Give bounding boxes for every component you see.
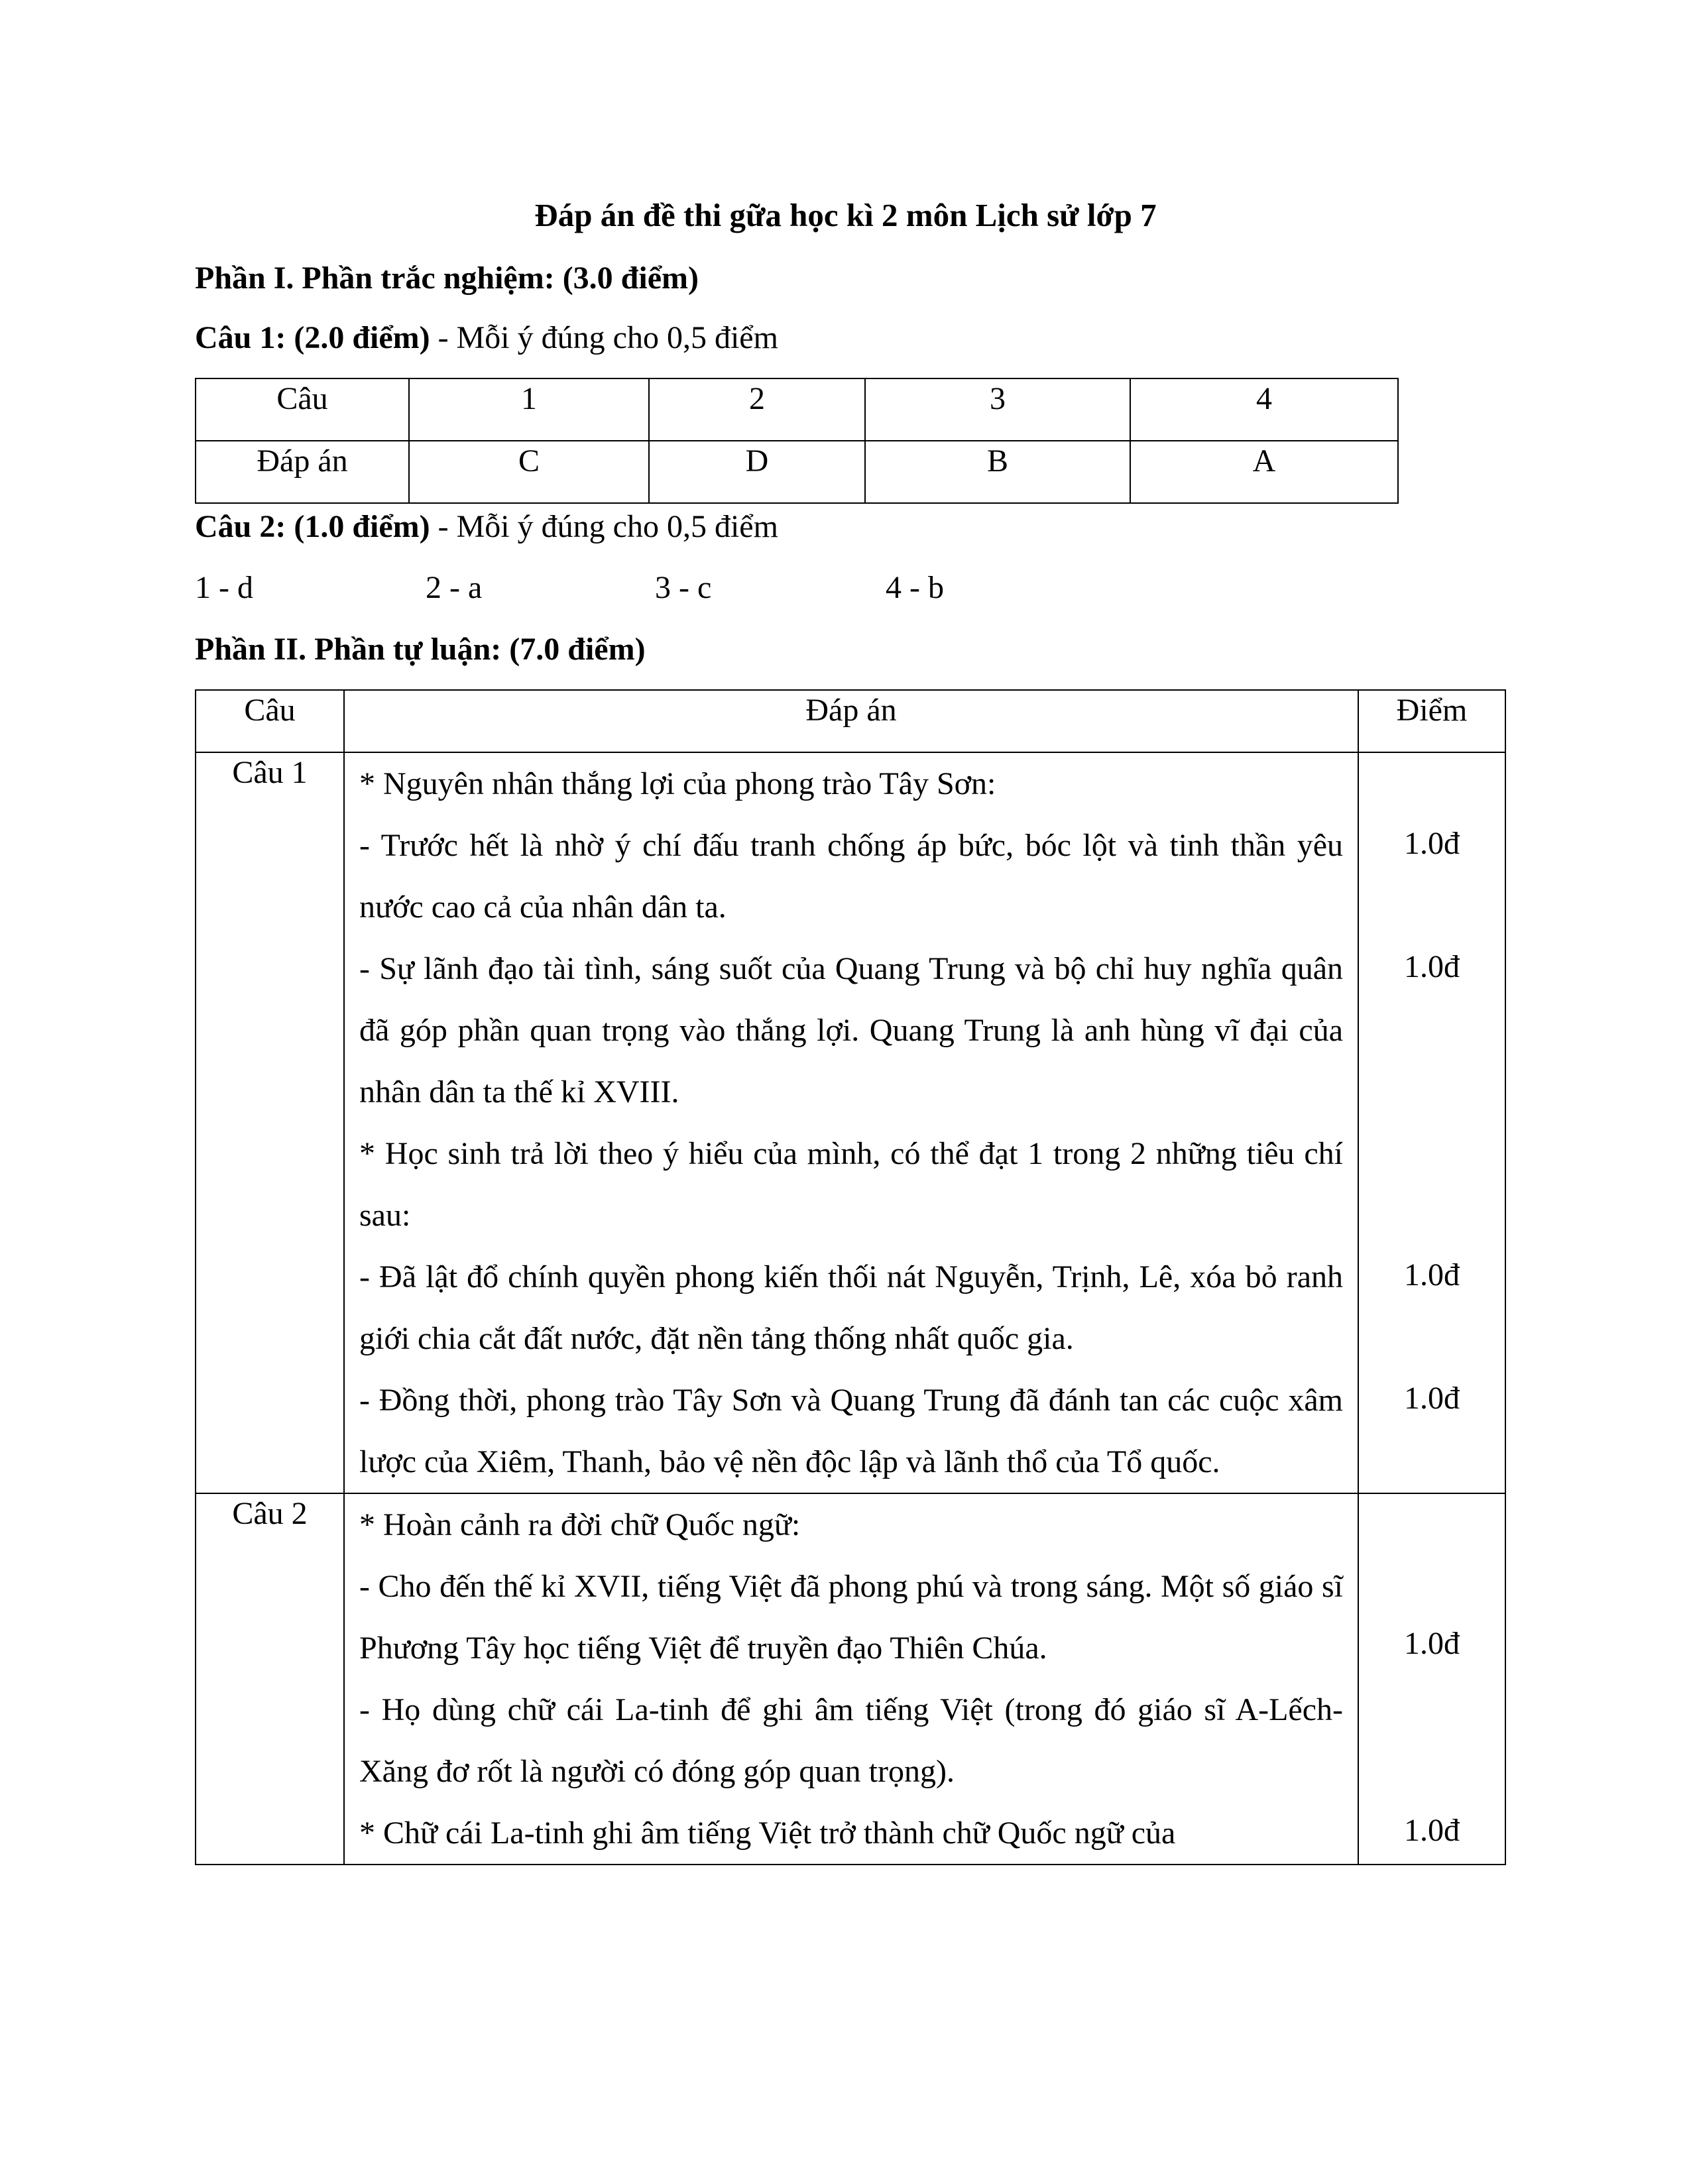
answer-paragraph: - Sự lãnh đạo tài tình, sáng suốt của Quang Trung và bộ chỉ huy nghĩa quân đã góp phần quan trọng vào thắng lợi. Quang Trung là anh hùng vĩ đại của nhân dân ta thế kỉ XVIII. <box>359 951 1343 1110</box>
part2-heading: Phần II. Phần tự luận: (7.0 điểm) <box>195 632 646 667</box>
table-cell-question: 2 <box>649 378 865 441</box>
table-row <box>196 752 1505 1493</box>
multiple-choice-table <box>195 378 1399 504</box>
table-cell-answer: D <box>649 441 865 503</box>
answer-paragraph: - Cho đến thế kỉ XVII, tiếng Việt đã phong phú và trong sáng. Một số giáo sĩ Phương Tây học tiếng Việt để truyền đạo Thiên Chúa. <box>359 1569 1343 1666</box>
table-cell-question: 3 <box>865 378 1130 441</box>
match-item: 2 - a <box>426 570 483 605</box>
match-item: 4 - b <box>886 570 944 605</box>
table-cell-answer: A <box>1130 441 1398 503</box>
table-cell-question: 4 <box>1130 378 1398 441</box>
table-cell-label: Câu <box>196 378 409 441</box>
table-row <box>196 441 1398 503</box>
part1-q2-line <box>195 507 778 547</box>
answer-cell <box>344 1493 1358 1865</box>
answer-paragraph: * Chữ cái La-tinh ghi âm tiếng Việt trở thành chữ Quốc ngữ của <box>359 1815 1176 1851</box>
part1-q2-label: Câu 2: (1.0 điểm) <box>195 509 430 544</box>
match-item: 1 - d <box>195 570 253 605</box>
part1-q1-line <box>195 318 778 358</box>
answer-cell <box>344 752 1358 1493</box>
score-value: 1.0đ <box>1404 826 1460 861</box>
score-cell <box>1358 752 1505 1493</box>
answer-paragraph: - Đã lật đổ chính quyền phong kiến thối nát Nguyễn, Trịnh, Lê, xóa bỏ ranh giới chia cắt đất nước, đặt nền tảng thống nhất quốc gia. <box>359 1259 1343 1356</box>
table-row <box>196 378 1398 441</box>
score-value: 1.0đ <box>1404 1626 1460 1661</box>
table-cell-label: Đáp án <box>196 441 409 503</box>
header-question: Câu <box>196 690 344 752</box>
header-answer: Đáp án <box>344 690 1358 752</box>
table-header-row <box>196 690 1505 752</box>
score-value: 1.0đ <box>1404 1381 1460 1416</box>
answer-paragraph: * Học sinh trả lời theo ý hiểu của mình, có thể đạt 1 trong 2 những tiêu chí sau: <box>359 1136 1343 1233</box>
score-value: 1.0đ <box>1404 1257 1460 1293</box>
answer-paragraph: * Nguyên nhân thắng lợi của phong trào Tây Sơn: <box>359 766 996 801</box>
answer-paragraph: - Trước hết là nhờ ý chí đấu tranh chống áp bức, bóc lột và tinh thần yêu nước cao cả của nhân dân ta. <box>359 828 1343 925</box>
table-row <box>196 1493 1505 1865</box>
match-item: 3 - c <box>655 570 712 605</box>
score-cell <box>1358 1493 1505 1865</box>
essay-table <box>195 689 1506 1865</box>
document-title: Đáp án đề thi gữa học kì 2 môn Lịch sử lớp 7 <box>534 197 1157 233</box>
score-value: 1.0đ <box>1404 1813 1460 1848</box>
part1-heading: Phần I. Phần trắc nghiệm: (3.0 điểm) <box>195 260 699 296</box>
part1-q1-label: Câu 1: (2.0 điểm) <box>195 320 430 355</box>
table-cell-answer: C <box>409 441 649 503</box>
score-value: 1.0đ <box>1404 949 1460 984</box>
question-cell: Câu 1 <box>196 752 344 1493</box>
answer-paragraph: - Họ dùng chữ cái La-tinh để ghi âm tiếng Việt (trong đó giáo sĩ A-Lếch-Xăng đơ rốt là người có đóng góp quan trọng). <box>359 1692 1343 1789</box>
answer-paragraph: - Đồng thời, phong trào Tây Sơn và Quang Trung đã đánh tan các cuộc xâm lược của Xiêm, Thanh, bảo vệ nền độc lập và lãnh thổ của Tổ quốc. <box>359 1383 1343 1479</box>
header-score: Điểm <box>1358 690 1505 752</box>
answer-paragraph: * Hoàn cảnh ra đời chữ Quốc ngữ: <box>359 1507 801 1542</box>
part1-q2-note: - Mỗi ý đúng cho 0,5 điểm <box>430 509 778 544</box>
question-cell: Câu 2 <box>196 1493 344 1865</box>
table-cell-answer: B <box>865 441 1130 503</box>
table-cell-question: 1 <box>409 378 649 441</box>
part1-q1-note: - Mỗi ý đúng cho 0,5 điểm <box>430 320 778 355</box>
